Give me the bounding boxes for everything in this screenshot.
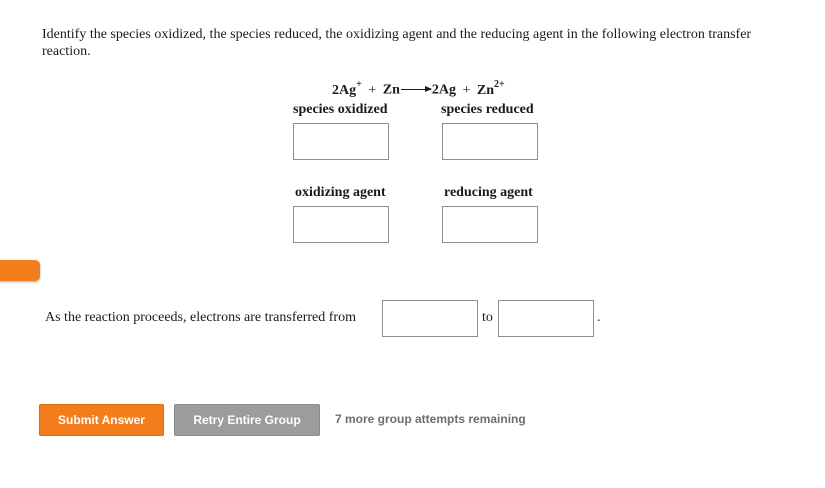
reactant-zinc: Zn	[382, 82, 400, 98]
question-prompt: Identify the species oxidized, the species reduced, the oxidizing agent and the reducing agent in the following electron transfer reaction.	[42, 27, 752, 59]
species-oxidized-label: species oxidized	[293, 102, 388, 117]
electron-from-input[interactable]	[382, 300, 478, 337]
plus-sign: +	[368, 82, 377, 98]
retry-entire-group-button[interactable]: Retry Entire Group	[174, 404, 320, 436]
species-reduced-label: species reduced	[441, 102, 534, 117]
species-oxidized-input[interactable]	[293, 123, 389, 160]
side-panel-tab[interactable]	[0, 260, 40, 281]
product-zinc-ion: $Zn^{2+}$	[476, 79, 505, 98]
electron-transfer-sentence: As the reaction proceeds, electrons are transferred from	[45, 310, 356, 325]
product-silver: 2Ag	[431, 82, 456, 98]
reducing-agent-input[interactable]	[442, 206, 538, 243]
reducing-agent-label: reducing agent	[444, 185, 533, 200]
sentence-period: .	[597, 310, 601, 325]
oxidizing-agent-input[interactable]	[293, 206, 389, 243]
submit-answer-button[interactable]: Submit Answer	[39, 404, 164, 436]
reaction-arrow-icon	[401, 89, 431, 90]
reactant-silver-ion: 2Ag+	[332, 79, 362, 98]
attempts-remaining-status: 7 more group attempts remaining	[335, 412, 526, 426]
plus-sign: +	[462, 82, 471, 98]
species-reduced-input[interactable]	[442, 123, 538, 160]
electron-to-input[interactable]	[498, 300, 594, 337]
oxidizing-agent-label: oxidizing agent	[295, 185, 386, 200]
reaction-equation	[332, 80, 505, 99]
to-connector: to	[482, 310, 493, 325]
